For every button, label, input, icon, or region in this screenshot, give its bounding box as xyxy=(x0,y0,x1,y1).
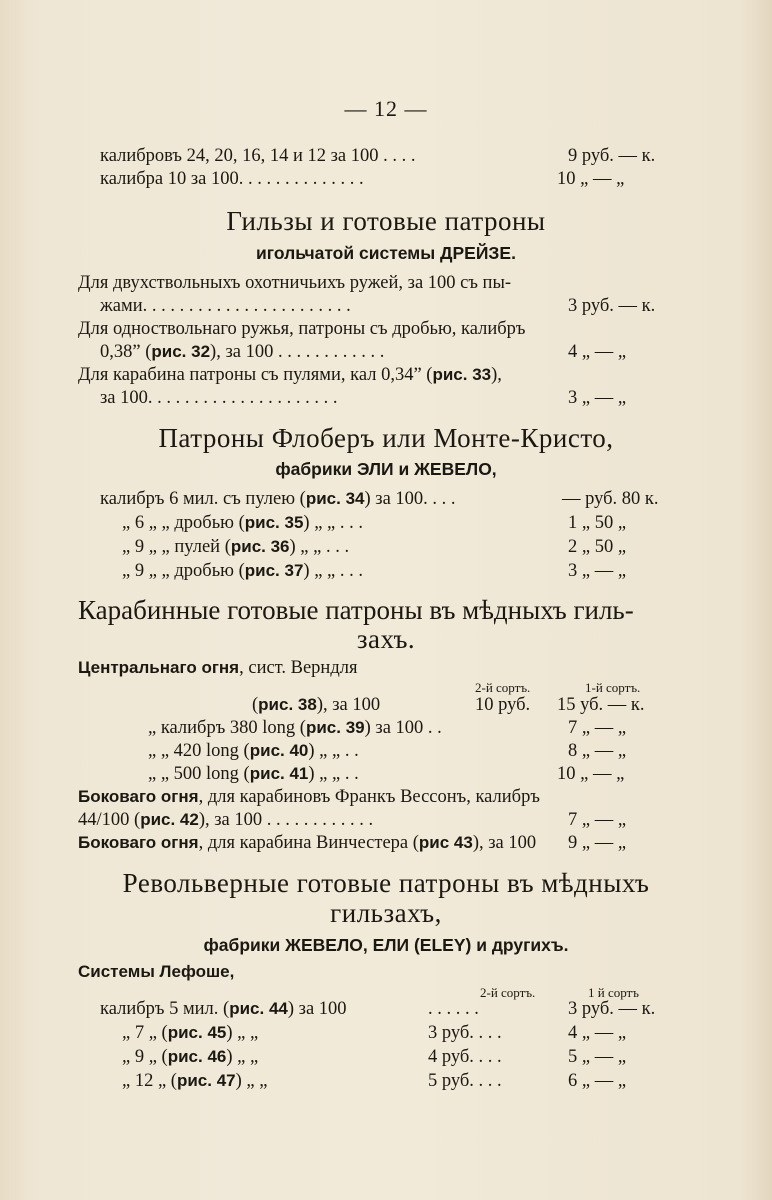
price-value: 10 руб. xyxy=(475,695,531,715)
price-value: 9 „ — „ xyxy=(568,833,627,853)
price-value: 1 „ 50 „ xyxy=(568,513,627,533)
price-value: 10 „ — „ xyxy=(557,764,625,784)
sort-label: 2-й сортъ. xyxy=(475,680,531,695)
table-row: „ 9 „ (рис. 46) „ „ xyxy=(122,1047,259,1067)
price-value: 7 „ — „ xyxy=(568,810,627,830)
table-row: „ 7 „ (рис. 45) „ „ xyxy=(122,1023,259,1043)
section-title: Револьверные готовые патроны въ мѣдныхъ xyxy=(122,868,650,898)
text-line: Для двухствольныхъ охотничьихъ ружей, за 100 съ пы- xyxy=(78,273,512,293)
price-value: 10 „ — „ xyxy=(557,169,625,189)
price-value: 5 „ — „ xyxy=(568,1047,627,1067)
table-row: калибръ 6 мил. съ пулею (рис. 34) за 100. . . . xyxy=(100,489,456,509)
text-line: 44/100 (рис. 42), за 100 . . . . . . . . . . . . xyxy=(78,810,374,830)
table-row: (рис. 38), за 100 xyxy=(252,695,381,715)
table-row: „ 9 „ „ пулей (рис. 36) „ „ . . . xyxy=(122,537,350,557)
price-value: 6 „ — „ xyxy=(568,1071,627,1091)
price-row: калибра 10 за 100. . . . . . . . . . . . . . xyxy=(100,169,364,189)
price-value: 7 „ — „ xyxy=(568,718,627,738)
price-value: 8 „ — „ xyxy=(568,741,627,761)
text-line: Для карабина патроны съ пулями, кал 0,34” (рис. 33), xyxy=(78,365,502,385)
text-line: жами. . . . . . . . . . . . . . . . . . . . . . . xyxy=(100,296,351,316)
section-title: Патроны Флоберъ или Монте-Кристо, xyxy=(158,423,614,453)
table-row: „ 6 „ „ дробью (рис. 35) „ „ . . . xyxy=(122,513,364,533)
table-row: „ „ 420 long (рис. 40) „ „ . . xyxy=(148,741,359,761)
price-value: 9 руб. — к. xyxy=(568,146,656,166)
text-line: 0,38” (рис. 32), за 100 . . . . . . . . . . . . xyxy=(100,342,385,362)
section-title: Карабинные готовые патроны въ мѣдныхъ гиль- xyxy=(78,595,634,625)
price-row: калибровъ 24, 20, 16, 14 и 12 за 100 . . . . xyxy=(100,146,416,166)
price-value: 2 „ 50 „ xyxy=(568,537,627,557)
subheading-line: Центральнаго огня, сист. Верндля xyxy=(78,658,358,678)
section-subtitle: фабрики ЖЕВЕЛО, ЕЛИ (ELEY) и другихъ. xyxy=(203,935,569,955)
sort-label: 1 й сортъ xyxy=(588,985,639,1000)
text-line: Боковаго огня, для карабина Винчестера (рис 43), за 100 xyxy=(78,833,537,853)
price-value: 3 „ — „ xyxy=(568,561,627,581)
table-row: „ 12 „ (рис. 47) „ „ xyxy=(122,1071,268,1091)
price-value: — руб. 80 к. xyxy=(562,489,659,509)
sort-label: 1-й сортъ. xyxy=(585,680,641,695)
price-value: 4 „ — „ xyxy=(568,342,627,362)
subheading-line: Системы Лефоше, xyxy=(78,962,235,981)
text-line: Боковаго огня, для карабиновъ Франкъ Вессонъ, калибръ xyxy=(78,787,540,807)
page-number: — 12 — xyxy=(344,96,428,121)
table-row: „ „ 500 long (рис. 41) „ „ . . xyxy=(148,764,359,784)
text-line: Для одноствольнаго ружья, патроны съ дробью, калибръ xyxy=(78,319,526,339)
price-value: 3 руб. — к. xyxy=(568,999,656,1019)
section-title: Гильзы и готовые патроны xyxy=(226,206,546,236)
section-title-cont: гильзахъ, xyxy=(330,898,442,928)
sort-label: 2-й сортъ. xyxy=(480,985,536,1000)
price-value: 5 руб. . . . xyxy=(428,1071,502,1091)
table-row: „ калибръ 380 long (рис. 39) за 100 . . xyxy=(148,718,442,738)
price-value: 3 руб. . . . xyxy=(428,1023,502,1043)
price-value: 15 уб. — к. xyxy=(557,695,645,715)
price-value: 4 руб. . . . xyxy=(428,1047,502,1067)
table-row: калибръ 5 мил. (рис. 44) за 100 xyxy=(100,999,347,1019)
section-subtitle: фабрики ЭЛИ и ЖЕВЕЛО, xyxy=(275,459,497,479)
price-value: 3 „ — „ xyxy=(568,388,627,408)
price-value: 3 руб. — к. xyxy=(568,296,656,316)
price-value: 4 „ — „ xyxy=(568,1023,627,1043)
text-line: за 100. . . . . . . . . . . . . . . . . . . . . xyxy=(100,388,338,408)
table-row: „ 9 „ „ дробью (рис. 37) „ „ . . . xyxy=(122,561,364,581)
section-subtitle: игольчатой системы ДРЕЙЗЕ. xyxy=(256,243,516,263)
section-title-cont: захъ. xyxy=(356,624,416,654)
price-value: . . . . . . xyxy=(428,999,479,1019)
